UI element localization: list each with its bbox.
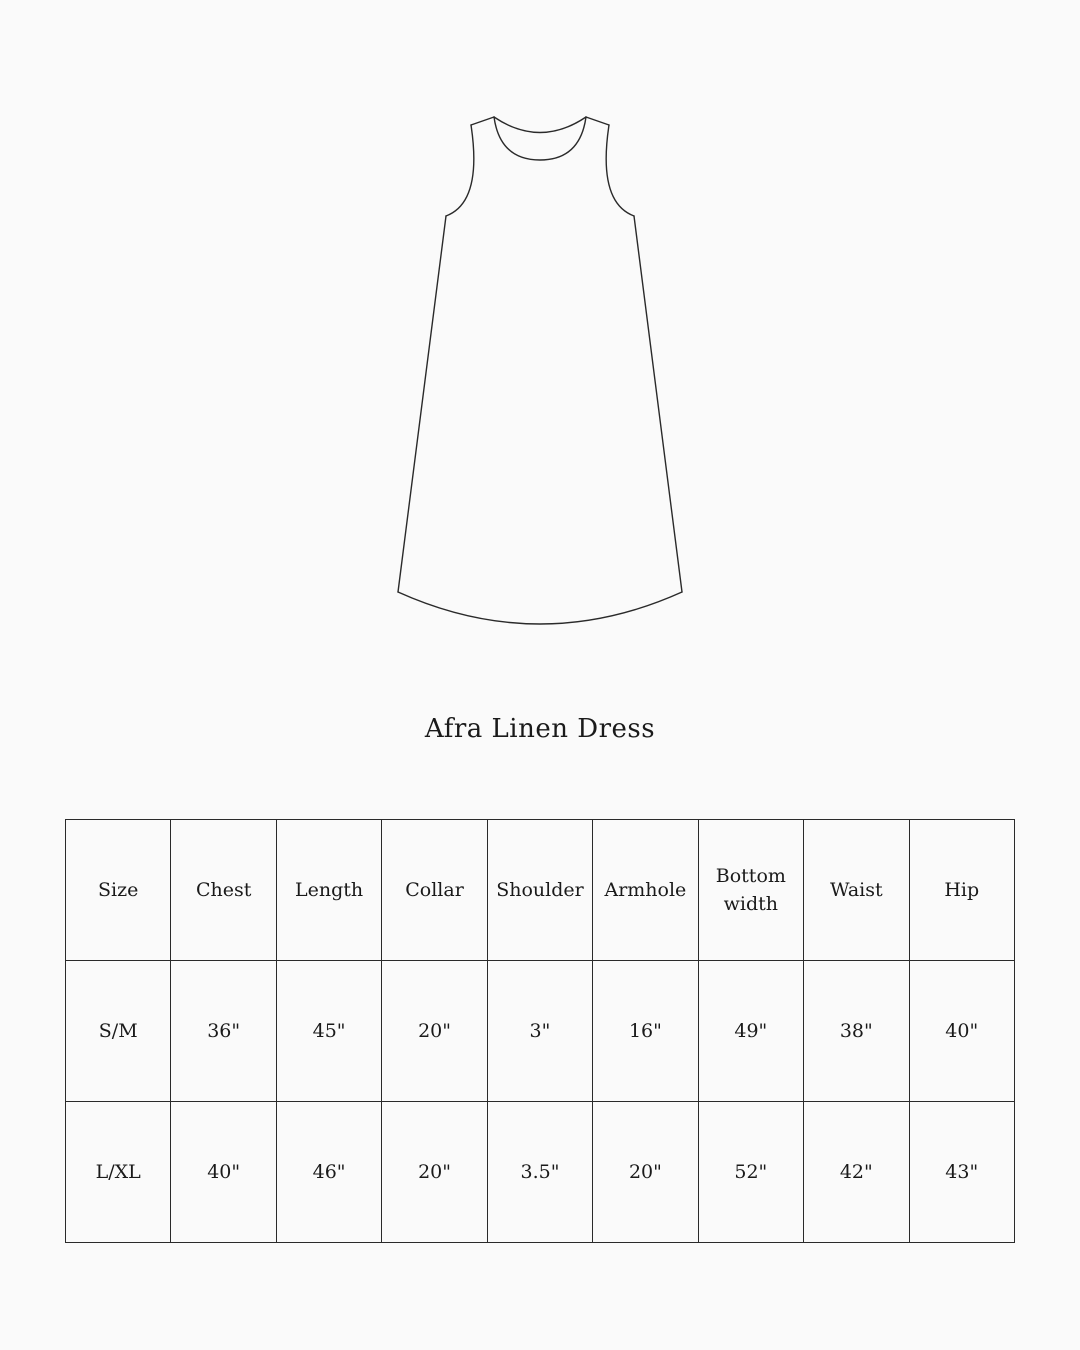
table-header-row — [66, 820, 1015, 961]
cell-shoulder: 3.5" — [487, 1102, 592, 1243]
cell-shoulder: 3" — [487, 961, 592, 1102]
cell-hip: 43" — [909, 1102, 1015, 1243]
product-title: Afra Linen Dress — [424, 714, 656, 744]
table-row — [66, 961, 1015, 1102]
header-bottom-width: Bottom width — [698, 820, 803, 961]
cell-waist: 38" — [804, 961, 909, 1102]
cell-armhole: 16" — [593, 961, 698, 1102]
cell-hip: 40" — [909, 961, 1015, 1102]
header-shoulder: Shoulder — [487, 820, 592, 961]
header-length: Length — [276, 820, 381, 961]
cell-bottom-width: 49" — [698, 961, 803, 1102]
header-hip: Hip — [909, 820, 1015, 961]
cell-chest: 36" — [171, 961, 276, 1102]
cell-collar: 20" — [382, 961, 487, 1102]
cell-waist: 42" — [804, 1102, 909, 1243]
header-chest: Chest — [171, 820, 276, 961]
cell-size: L/XL — [66, 1102, 171, 1243]
table-row — [66, 1102, 1015, 1243]
dress-illustration — [390, 108, 690, 632]
cell-bottom-width: 52" — [698, 1102, 803, 1243]
size-chart-table — [65, 819, 1015, 1243]
cell-collar: 20" — [382, 1102, 487, 1243]
cell-size: S/M — [66, 961, 171, 1102]
header-collar: Collar — [382, 820, 487, 961]
dress-outline-icon — [390, 108, 690, 632]
header-size: Size — [66, 820, 171, 961]
header-armhole: Armhole — [593, 820, 698, 961]
cell-chest: 40" — [171, 1102, 276, 1243]
cell-armhole: 20" — [593, 1102, 698, 1243]
cell-length: 46" — [276, 1102, 381, 1243]
header-waist: Waist — [804, 820, 909, 961]
cell-length: 45" — [276, 961, 381, 1102]
